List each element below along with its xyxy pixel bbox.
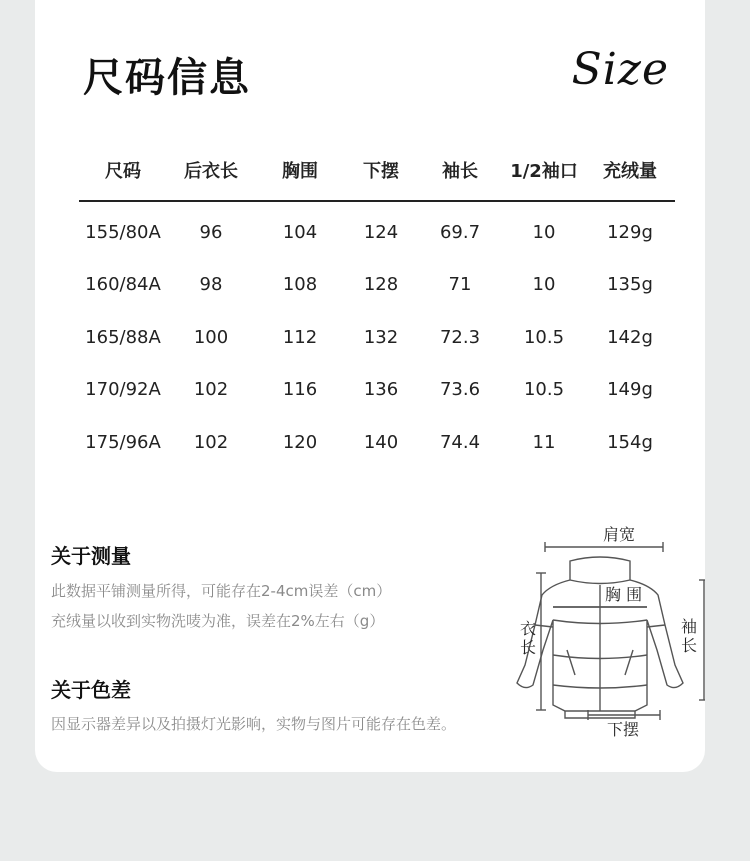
table-cell: 154g: [607, 431, 653, 453]
table-cell: 142g: [607, 326, 653, 348]
table-cell: 135g: [607, 274, 653, 296]
table-cell: 129g: [607, 221, 653, 243]
table-cell: 112: [282, 326, 318, 348]
table-cell: 160/84A: [85, 274, 161, 296]
diagram-sleeve-char-2: 长: [680, 636, 697, 655]
header-down-fill: 充绒量: [585, 140, 675, 201]
header-back-length: 后衣长: [167, 140, 255, 201]
table-cell: 72.3: [439, 326, 481, 348]
table-cell: 96: [199, 221, 223, 243]
table-cell: 132: [363, 326, 399, 348]
table-cell: 102: [193, 431, 229, 453]
table-cell: 120: [282, 431, 318, 453]
header-chest: 胸围: [255, 140, 345, 201]
table-header-row: [79, 140, 675, 201]
table-cell: 170/92A: [85, 379, 161, 401]
size-table: [79, 140, 675, 469]
table-cell: 104: [282, 221, 318, 243]
diagram-sleeve-char-1: 袖: [680, 617, 697, 636]
diagram-hem-label: 下摆: [607, 720, 640, 739]
table-cell: 128: [363, 274, 399, 296]
table-cell: 165/88A: [85, 326, 161, 348]
table-cell: 108: [282, 274, 318, 296]
page-title: 尺码信息: [83, 55, 251, 101]
table-cell: 71: [448, 274, 472, 296]
diagram-length-label: [519, 619, 537, 657]
table-row: [79, 201, 675, 259]
header-half-cuff: 1/2袖口: [503, 140, 585, 201]
table-cell: 10.5: [523, 379, 565, 401]
size-wordmark: Size: [571, 44, 669, 95]
table-row: [79, 364, 675, 417]
jacket-diagram: [495, 515, 705, 745]
diagram-chest-label: 胸 围: [605, 585, 643, 604]
table-cell: 140: [363, 431, 399, 453]
table-cell: 11: [532, 431, 556, 453]
color-section-title: 关于色差: [51, 678, 131, 702]
table-cell: 10: [532, 221, 556, 243]
table-cell: 100: [193, 326, 229, 348]
color-note: 因显示器差异以及拍摄灯光影响，实物与图片可能存在色差。: [51, 715, 457, 733]
header-size: 尺码: [79, 140, 167, 201]
table-cell: 116: [282, 379, 318, 401]
table-row: [79, 311, 675, 364]
table-cell: 175/96A: [85, 431, 161, 453]
measure-section-title: 关于测量: [51, 544, 131, 568]
table-cell: 74.4: [439, 431, 481, 453]
table-cell: 98: [199, 274, 223, 296]
measure-note-2: 充绒量以收到实物洗唛为准，误差在2%左右（g）: [51, 612, 385, 630]
table-cell: 10.5: [523, 326, 565, 348]
size-info-card: [35, 0, 705, 772]
table-cell: 136: [363, 379, 399, 401]
table-cell: 73.6: [439, 379, 481, 401]
table-cell: 69.7: [439, 221, 481, 243]
table-cell: 155/80A: [85, 221, 161, 243]
table-cell: 10: [532, 274, 556, 296]
header-hem: 下摆: [345, 140, 417, 201]
diagram-sleeve-label: [680, 617, 698, 655]
diagram-shoulder-label: 肩宽: [603, 525, 636, 544]
table-cell: 149g: [607, 379, 653, 401]
diagram-length-char-2: 长: [519, 638, 536, 657]
table-row: [79, 416, 675, 469]
table-row: [79, 259, 675, 312]
measure-note-1: 此数据平铺测量所得，可能存在2-4cm误差（cm）: [51, 582, 392, 600]
diagram-length-char-1: 衣: [519, 619, 536, 638]
table-cell: 124: [363, 221, 399, 243]
table-cell: 102: [193, 379, 229, 401]
header-sleeve-length: 袖长: [417, 140, 503, 201]
